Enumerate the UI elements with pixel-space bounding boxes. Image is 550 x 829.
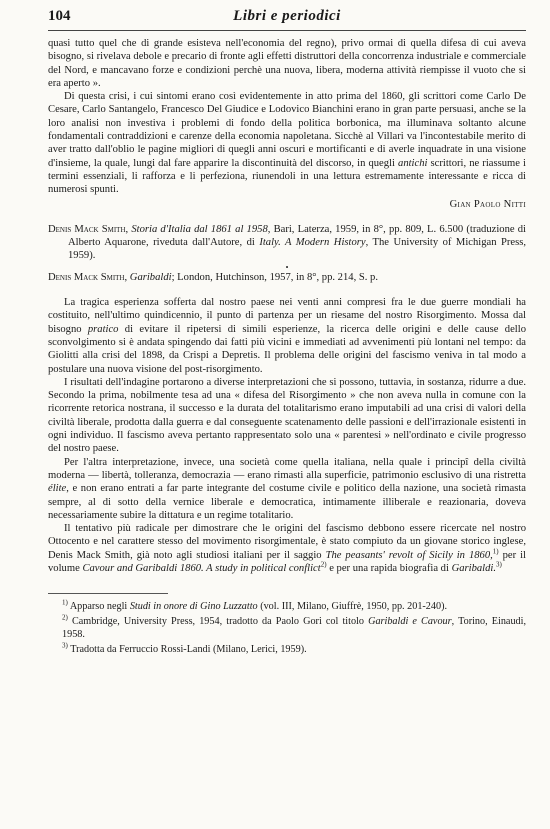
- bib-author: Denis Mack Smith,: [48, 223, 129, 235]
- footnote-2: $^{2)}$ Cambridge, University Press, 1954, tradotto da Paolo Gori col titolo Garibaldi e Cavour, Torino, Einaudi, 1958.: [62, 613, 527, 641]
- footnote-rule: [48, 593, 168, 594]
- bib-title: Storia d'Italia dal 1861 al 1958: [131, 223, 268, 235]
- bib-title: Garibaldi: [129, 271, 172, 283]
- page-header: [48, 8, 526, 31]
- review1-paragraph-1: quasi tutto quel che di grande esisteva nell'economia del regno), privo ormai di quella difesa di cui aveva bisogno, si rivelava debole e precario di fronte agli effetti distruttori della concorrenza industriale e commerciale del Nord, e mancavano forze e condizioni perchè una nuova, libera, moderna attività riempisse il vuoto che si era aperto ».: [48, 38, 526, 89]
- review1-signature: Gian Paolo Nitti: [449, 198, 526, 210]
- review2-paragraph-3: Per l'altra interpretazione, invece, una società come quella italiana, nella quale i principî della civiltà moderna — libertà, tolleranza, democrazia — erano rimasti alla superficie, patrimonio esclusivo di una ristretta élite, e non erano entrati a far parte integrante del costume civile e politico della nazione, una società rimasta sempre, al di sotto della vernice liberale e democratica, intimamente illiberale e reazionaria, doveva necessariamente subire la dittatura e un regime totalitario.: [48, 456, 526, 521]
- review1-paragraph-2: Di questa crisi, i cui sintomi erano così evidentemente in atto prima del 1860, gli scrittori come Carlo De Cesare, Carlo Santangelo, Francesco Del Giudice e Lodovico Bianchini erano in gran parte persuasi, anche se la loro analisi non investiva i problemi di fondo della politica borbonica, ma illuminava soltanto alcune fondamentali contraddizioni e carenze della economia napoletana. Sicchè al Villari va l'incontestabile merito di aver tratto dall'oblio le pagine migliori di quegli anni oscuri e mortificanti e di averle inquadrate in una visione d'insieme, la quale, lungi dal fare apparire la discontinuità del discorso, in quegli antichi scrittori, ne riassume i termini essenziali, li rafforza e li perfeziona, riunendoli in una lettura estremamente interessante e ricca di numerosi spunti.: [48, 91, 526, 196]
- bib-author: Denis Mack Smith,: [48, 271, 128, 283]
- bibliography-entry-2: Denis Mack Smith, Garibaldi; London, Hutchinson, 1957, in 8°, pp. 214, S. p.: [48, 271, 378, 283]
- bibliography-entry-1: Denis Mack Smith, Storia d'Italia dal 1861 al 1958, Bari, Laterza, 1959, in 8°, pp. 809, L. 6.500 (traduzione di Alberto Aquarone, riveduta dall'Autore, di Italy. A Modern History, The University of Michigan Press, 1959).: [48, 223, 526, 262]
- running-head: Libri e periodici: [233, 8, 341, 24]
- footnote-1: $^{1)}$ Apparso negli Studi in onore di Gino Luzzatto (vol. III, Milano, Giuffrè, 1950, pp. 201-240).: [62, 598, 448, 613]
- review2-paragraph-4: Il tentativo più radicale per dimostrare che le origini del fascismo debbono essere ricercate nel nostro Ottocento e nel carattere stesso del movimento risorgimentale, è stato compiuto da un giovane storico inglese, Denis Mack Smith, già noto agli studiosi italiani per il saggio The peasants' revolt of Sicily in 1860,$^{1)}$ per il volume Cavour and Garibaldi 1860. A study in political conflict$^{2)}$ e per una rapida biografia di Garibaldi.$^{3)}$: [48, 523, 526, 574]
- review2-paragraph-2: I risultati dell'indagine portarono a diverse interpretazioni che si possono, tuttavia, in sostanza, ridurre a due. Secondo la prima, nobilmente tesa ad una « difesa del Risorgimento » che non aveva nulla in comune con la ricorrente retorica nostrana, il successo e la durata del totalitarismo erano imputabili ad una crisi di valori della civiltà liberale, prodotta dalla guerra e dal conseguente scatenamento delle passioni e dell'irrazionale esistenti in ogni individuo. Il fascismo aveva pertanto rappresentato solo una « parentesi » nell'ordinato e civile progresso del nostro paese.: [48, 376, 526, 455]
- page-number: 104: [48, 8, 71, 24]
- review2-paragraph-1: La tragica esperienza sofferta dal nostro paese nei venti anni compresi fra le due guerre mondiali ha costituito, nell'ultimo quindicennio, il punto di partenza per un riesame del nostro Risorgimento. Mossa dal bisogno pratico di evitare il ripetersi di simili esperienze, la ricerca delle origini e delle cause dello sconvolgimento si è andata spingendo dai fatti più vicini e immediati ad avvenimenti più lontani nel tempo: da Giolitti alla crisi del 1898, da Crispi a Depretis. Il problema delle origini del fascismo veniva in tal modo a postulare una nuova visione del post-risorgimento.: [48, 297, 526, 375]
- footnote-3: $^{3)}$ Tradotta da Ferruccio Rossi-Landi (Milano, Lerici, 1959).: [62, 641, 307, 656]
- separator-dot: •: [285, 262, 289, 272]
